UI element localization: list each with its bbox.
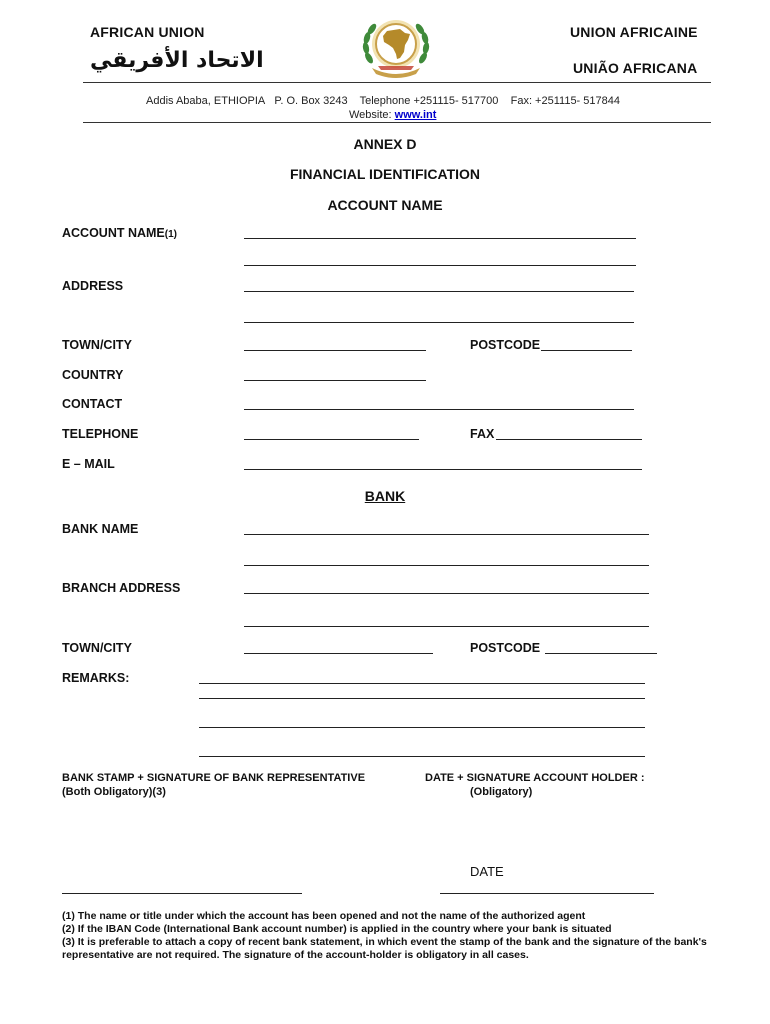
- date-label: DATE: [470, 864, 504, 879]
- account-name-field-line2[interactable]: [244, 265, 636, 266]
- remarks-field-line2[interactable]: [199, 698, 645, 699]
- bank-postcode-field[interactable]: [545, 653, 657, 654]
- remarks-field-line1[interactable]: [199, 683, 645, 684]
- account-holder-label-line1: DATE + SIGNATURE ACCOUNT HOLDER :: [425, 772, 645, 784]
- fax-text: Fax: +251115- 517844: [510, 95, 620, 107]
- footnote-2: (2) If the IBAN Code (International Bank account number) is applied in the country where your bank is situated: [62, 923, 612, 935]
- email-label: E – MAIL: [62, 457, 115, 471]
- remarks-label: REMARKS:: [62, 671, 130, 685]
- bank-town-city-label: TOWN/CITY: [62, 641, 132, 655]
- telephone-field[interactable]: [244, 439, 419, 440]
- bank-heading: BANK: [364, 488, 406, 504]
- bank-stamp-label-line1: BANK STAMP + SIGNATURE OF BANK REPRESENTATIVE: [62, 772, 366, 784]
- account-name-heading: ACCOUNT NAME: [327, 197, 443, 213]
- branch-address-field[interactable]: [244, 593, 649, 594]
- account-holder-signature-label: [425, 771, 645, 799]
- fax-label: FAX: [470, 427, 495, 441]
- account-name-label: [62, 226, 177, 240]
- org-name-french: UNION AFRICAINE: [570, 24, 698, 40]
- org-name-english: AFRICAN UNION: [90, 24, 205, 40]
- telephone-label: TELEPHONE: [62, 427, 139, 441]
- postcode-field[interactable]: [541, 350, 632, 351]
- website-link[interactable]: www.int: [394, 109, 437, 121]
- financial-identification-title: FINANCIAL IDENTIFICATION: [289, 166, 481, 182]
- contact-field[interactable]: [244, 409, 634, 410]
- telephone-text: Telephone +251115- 517700: [359, 95, 499, 107]
- address-field[interactable]: [244, 291, 634, 292]
- account-holder-label-line2: (Obligatory): [470, 786, 533, 798]
- org-name-arabic: الاتحاد الأفريقي: [90, 48, 264, 73]
- footnote-1: (1) The name or title under which the account has been opened and not the name of the authorized agent: [62, 910, 586, 922]
- african-union-emblem-icon: [356, 14, 436, 80]
- bank-stamp-label-line2: (Both Obligatory)(3): [62, 786, 166, 798]
- contact-label: CONTACT: [62, 397, 123, 411]
- bank-name-field[interactable]: [244, 534, 649, 535]
- fax-field[interactable]: [496, 439, 642, 440]
- postcode-label: POSTCODE: [470, 338, 541, 352]
- pobox-text: P. O. Box 3243: [274, 95, 348, 107]
- town-city-label: TOWN/CITY: [62, 338, 132, 352]
- remarks-field-line3[interactable]: [199, 727, 645, 728]
- org-name-portuguese: UNIÃO AFRICANA: [573, 60, 698, 76]
- account-name-label-text: ACCOUNT NAME: [62, 226, 165, 240]
- account-holder-signature-line[interactable]: [440, 893, 654, 894]
- address-text: Addis Ababa, ETHIOPIA: [146, 95, 266, 107]
- remarks-field-line4[interactable]: [199, 756, 645, 757]
- country-label: COUNTRY: [62, 368, 124, 382]
- town-city-field[interactable]: [244, 350, 426, 351]
- country-field[interactable]: [244, 380, 426, 381]
- address-field-line2[interactable]: [244, 322, 634, 323]
- branch-address-label: BRANCH ADDRESS: [62, 581, 181, 595]
- footnote-3: (3) It is preferable to attach a copy of recent bank statement, in which event the stamp of the bank and the signature of the bank's representative are not required. The signature of the account-holder is obligatory in all cases.: [62, 936, 707, 961]
- website-label: Website:: [349, 109, 392, 121]
- annex-title: ANNEX D: [353, 136, 417, 152]
- bank-name-field-line2[interactable]: [244, 565, 649, 566]
- branch-address-field-line2[interactable]: [244, 626, 649, 627]
- bank-postcode-label: POSTCODE: [470, 641, 541, 655]
- email-field[interactable]: [244, 469, 642, 470]
- contact-line: [146, 95, 620, 107]
- bank-representative-signature-line[interactable]: [62, 893, 302, 894]
- website-line: [349, 109, 436, 121]
- footnote-ref-1: (1): [164, 229, 178, 240]
- header-top-rule: [83, 82, 711, 83]
- header-bottom-rule: [83, 122, 711, 123]
- bank-stamp-label: [62, 771, 365, 799]
- address-label: ADDRESS: [62, 279, 124, 293]
- bank-town-city-field[interactable]: [244, 653, 433, 654]
- bank-name-label: BANK NAME: [62, 522, 139, 536]
- account-name-field[interactable]: [244, 238, 636, 239]
